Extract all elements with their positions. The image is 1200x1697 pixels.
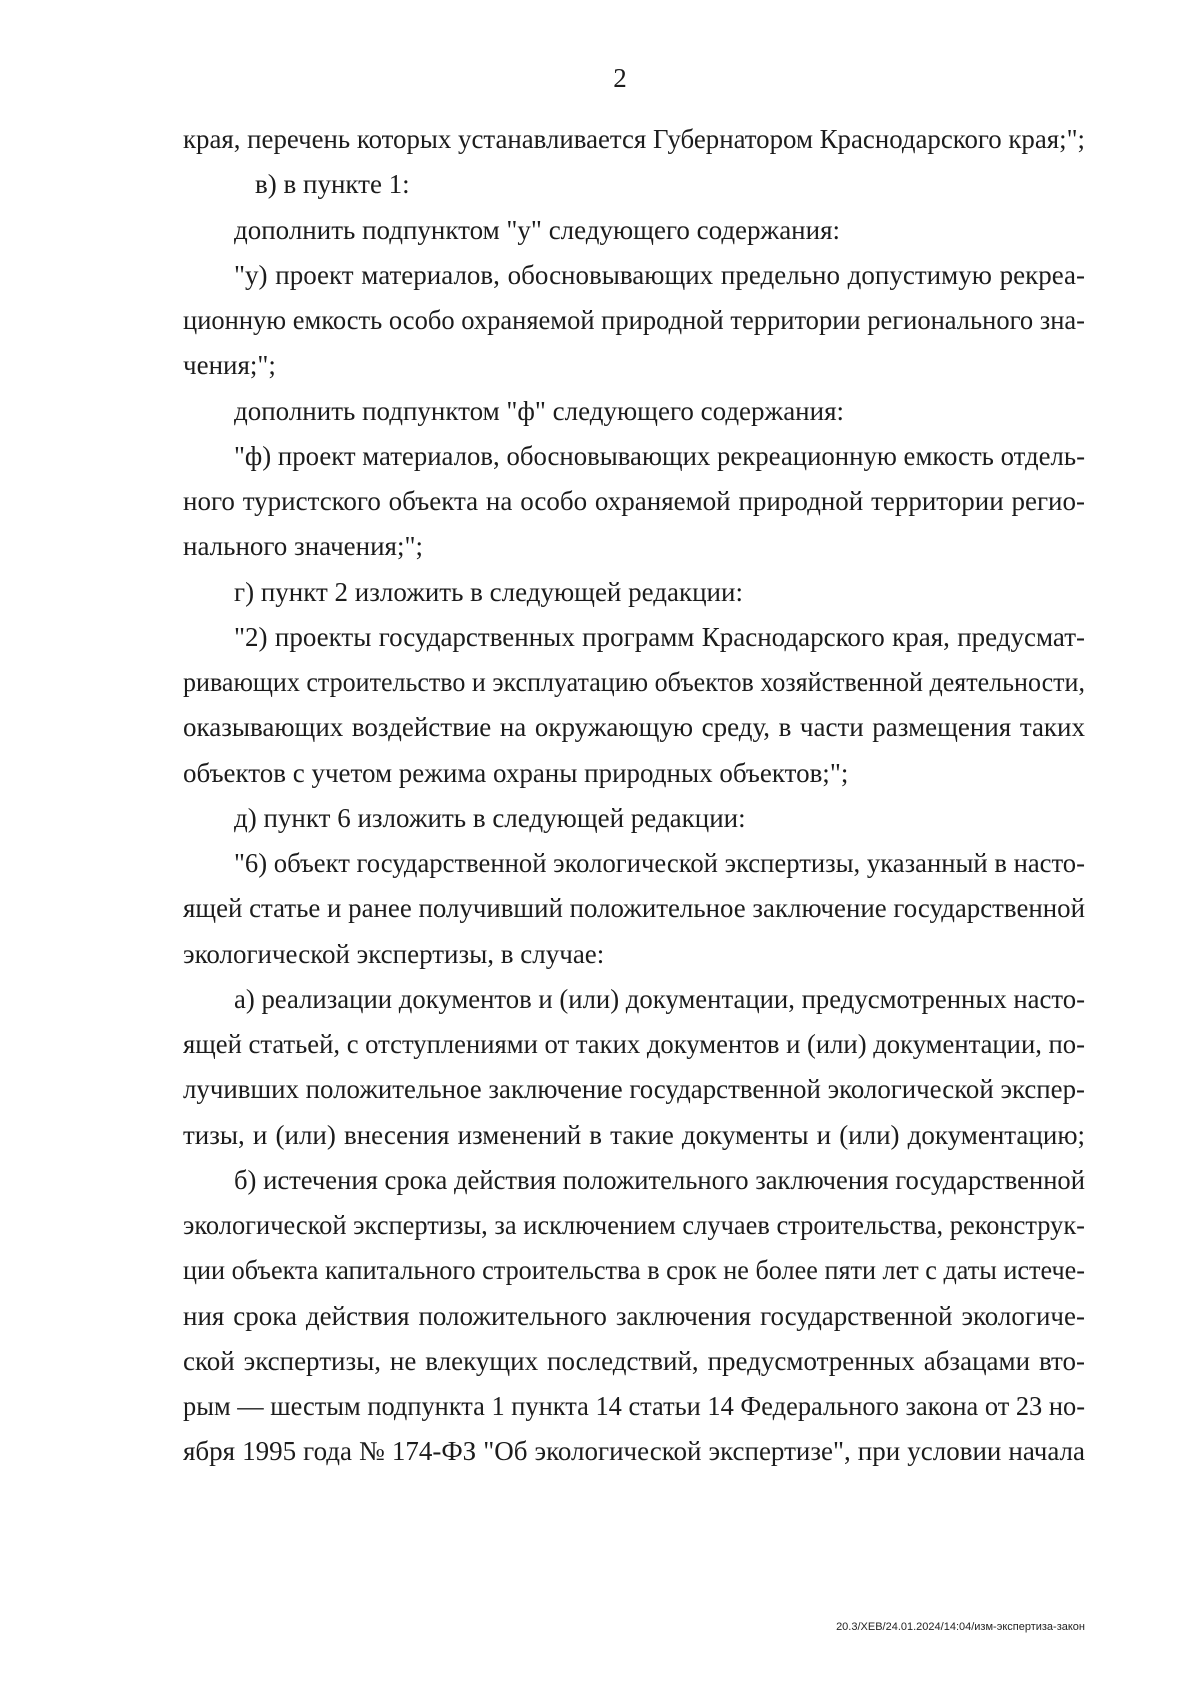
body-line: г) пункт 2 изложить в следующей редакции: bbox=[234, 576, 743, 607]
body-line: ния срока действия положительного заключения государственной экологиче- bbox=[183, 1300, 1085, 1331]
body-line: б) истечения срока действия положительного заключения государственной bbox=[234, 1164, 1085, 1195]
body-line: ции объекта капитального строительства в срок не более пяти лет с даты истече- bbox=[183, 1255, 1085, 1286]
body-line: а) реализации документов и (или) документации, предусмотренных насто- bbox=[234, 983, 1085, 1014]
body-line: "ф) проект материалов, обосновывающих рекреационную емкость отдель- bbox=[234, 440, 1085, 471]
body-line: объектов с учетом режима охраны природных объектов;"; bbox=[183, 757, 849, 788]
body-line: ящей статье и ранее получивший положительное заключение государственной bbox=[183, 893, 1085, 924]
body-line: тизы, и (или) внесения изменений в такие документы и (или) документацию; bbox=[183, 1119, 1085, 1150]
body-line: края, перечень которых устанавливается Губернатором Краснодарского края;"; bbox=[183, 124, 1085, 154]
body-line: нального значения;"; bbox=[183, 531, 423, 562]
body-line: экологической экспертизы, в случае: bbox=[183, 938, 605, 969]
body-line: д) пункт 6 изложить в следующей редакции: bbox=[234, 802, 746, 833]
body-line: "2) проекты государственных программ Краснодарского края, предусмат- bbox=[234, 621, 1085, 652]
body-line: экологической экспертизы, за исключением случаев строительства, реконструк- bbox=[183, 1210, 1085, 1240]
body-line: лучивших положительное заключение государственной экологической экспер- bbox=[183, 1074, 1085, 1105]
body-line: "6) объект государственной экологической экспертизы, указанный в насто- bbox=[234, 848, 1085, 878]
body-line: "у) проект материалов, обосновывающих предельно допустимую рекреа- bbox=[234, 259, 1085, 290]
body-line: ривающих строительство и эксплуатацию объектов хозяйственной деятельности, bbox=[183, 667, 1085, 697]
body-line: ящей статьей, с отступлениями от таких документов и (или) документации, по- bbox=[183, 1029, 1085, 1059]
body-line: дополнить подпунктом "ф" следующего содержания: bbox=[234, 395, 844, 426]
body-line: ционную емкость особо охраняемой природной территории регионального зна- bbox=[183, 305, 1085, 335]
body-line: рым — шестым подпункта 1 пункта 14 статьи 14 Федерального закона от 23 но- bbox=[183, 1391, 1085, 1421]
page-number: 2 bbox=[613, 63, 627, 93]
body-line: дополнить подпунктом "у" следующего содержания: bbox=[234, 214, 840, 245]
body-line: оказывающих воздействие на окружающую среду, в части размещения таких bbox=[183, 712, 1085, 743]
body-line: чения;"; bbox=[183, 350, 276, 381]
document-body bbox=[183, 117, 1085, 1475]
body-line: ской экспертизы, не влекущих последствий, предусмотренных абзацами вто- bbox=[183, 1345, 1085, 1376]
body-line: ного туристского объекта на особо охраняемой природной территории регио- bbox=[183, 486, 1085, 516]
body-line: в) в пункте 1: bbox=[255, 169, 410, 200]
document-footer-code: 20.3/ХЕВ/24.01.2024/14:04/изм-экспертиза-закон bbox=[836, 1621, 1085, 1633]
body-line: ября 1995 года № 174-ФЗ "Об экологической экспертизе", при условии начала bbox=[183, 1436, 1085, 1467]
